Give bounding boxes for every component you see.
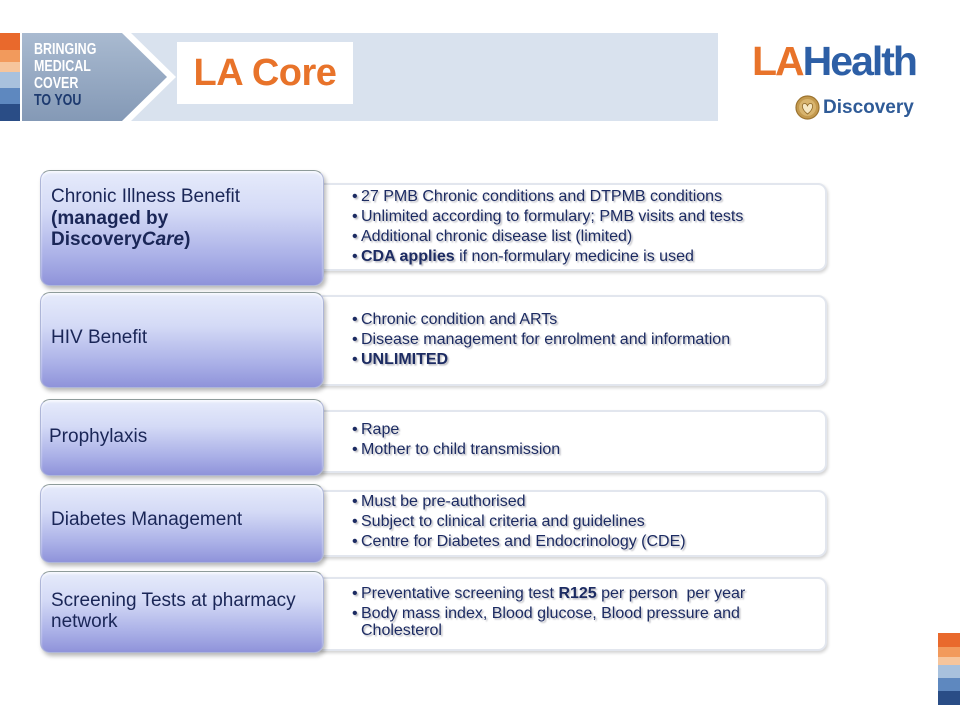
benefit-title	[51, 509, 242, 531]
benefit-label-diabetes	[40, 484, 324, 563]
la-core-logo-text: LA Core	[193, 51, 337, 94]
bullet-item	[361, 248, 801, 265]
bullet-text: if non-formulary medicine is used	[454, 247, 694, 265]
benefit-details-diabetes	[315, 490, 827, 557]
bullet-item	[361, 208, 801, 225]
benefit-title	[51, 590, 313, 633]
la-health-logo-prefix: LA	[752, 38, 803, 84]
benefit-title-part: )	[184, 229, 191, 251]
tagline-line: BRINGING	[34, 41, 97, 58]
bullet-item	[361, 605, 801, 639]
benefit-label-prophylaxis	[40, 399, 324, 476]
bullet-item	[361, 228, 801, 245]
bullet-text: Centre for Diabetes and Endocrinology (CDE)	[361, 532, 686, 550]
benefit-title-line: Screening Tests at pharmacy network	[51, 589, 296, 632]
tagline-line: TO YOU	[34, 92, 82, 109]
stripe	[938, 647, 960, 657]
bullet-text: 27 PMB Chronic conditions and DTPMB conditions	[361, 187, 723, 205]
bullet-text-bold: UNLIMITED	[361, 350, 449, 368]
benefit-title-part: Care	[141, 229, 185, 251]
bullet-text: Rape	[361, 420, 400, 438]
benefit-label-chronic-illness	[40, 170, 324, 286]
stripe	[938, 678, 960, 691]
bullet-text: Body mass index, Blood glucose, Blood pressure and Cholesterol	[361, 604, 740, 639]
discovery-logo-text: Discovery	[823, 96, 914, 118]
benefit-bullet-list	[361, 188, 801, 268]
tagline	[34, 41, 96, 109]
benefit-details-chronic-illness	[315, 183, 827, 271]
benefit-label-screening	[40, 571, 324, 653]
header-band	[0, 33, 720, 121]
bullet-item	[361, 331, 801, 348]
bullet-item	[361, 421, 801, 438]
benefit-details-hiv	[315, 295, 827, 386]
benefit-bullet-list	[361, 493, 801, 553]
stripe	[938, 665, 960, 678]
stripe	[938, 657, 960, 665]
brand-stripes-right	[938, 633, 960, 705]
benefit-title-part: Discovery	[51, 229, 142, 251]
benefit-title-line: (managed by	[51, 207, 169, 229]
stripe	[938, 633, 960, 647]
benefit-title	[49, 426, 147, 448]
bullet-text: Additional chronic disease list (limited)	[361, 227, 633, 245]
bullet-item	[361, 493, 801, 510]
benefit-bullet-list	[361, 585, 801, 642]
benefit-title-line: Diabetes Management	[51, 509, 243, 531]
discovery-logo	[795, 95, 914, 120]
la-health-logo	[752, 38, 916, 84]
stripe	[938, 691, 960, 705]
bullet-item	[361, 188, 801, 205]
bullet-text: Must be pre-authorised	[361, 492, 526, 510]
benefit-title-line: Chronic Illness Benefit	[51, 186, 241, 208]
benefit-details-prophylaxis	[315, 410, 827, 473]
bullet-text: Chronic condition and ARTs	[361, 310, 558, 328]
benefit-bullet-list	[361, 421, 801, 461]
benefit-title-line	[51, 229, 240, 251]
bullet-item	[361, 533, 801, 550]
benefit-title-line: Prophylaxis	[49, 425, 148, 447]
bullet-item	[361, 585, 801, 602]
bullet-text: Mother to child transmission	[361, 440, 561, 458]
bullet-text: per person per year	[596, 584, 746, 602]
benefit-title	[51, 327, 147, 349]
bullet-text: Disease management for enrolment and information	[361, 330, 731, 348]
bullet-text-bold: CDA applies	[361, 247, 455, 265]
benefit-title	[51, 186, 240, 251]
benefit-label-hiv	[40, 292, 324, 388]
benefit-bullet-list	[361, 311, 801, 371]
benefit-details-screening	[315, 577, 827, 651]
bullet-text: Unlimited according to formulary; PMB visits and tests	[361, 207, 744, 225]
bullet-item	[361, 441, 801, 458]
bullet-item	[361, 311, 801, 328]
tagline-line: MEDICAL	[34, 58, 91, 75]
la-health-logo-suffix: Health	[802, 38, 916, 84]
bullet-item	[361, 513, 801, 530]
benefit-title-line: HIV Benefit	[51, 327, 148, 349]
bullet-text: Preventative screening test	[361, 584, 559, 602]
bullet-item	[361, 351, 801, 368]
discovery-emblem-icon	[795, 95, 820, 120]
bullet-text-bold: R125	[558, 584, 597, 602]
bullet-text: Subject to clinical criteria and guidelines	[361, 512, 645, 530]
la-core-logo	[177, 42, 353, 104]
tagline-line: COVER	[34, 75, 79, 92]
